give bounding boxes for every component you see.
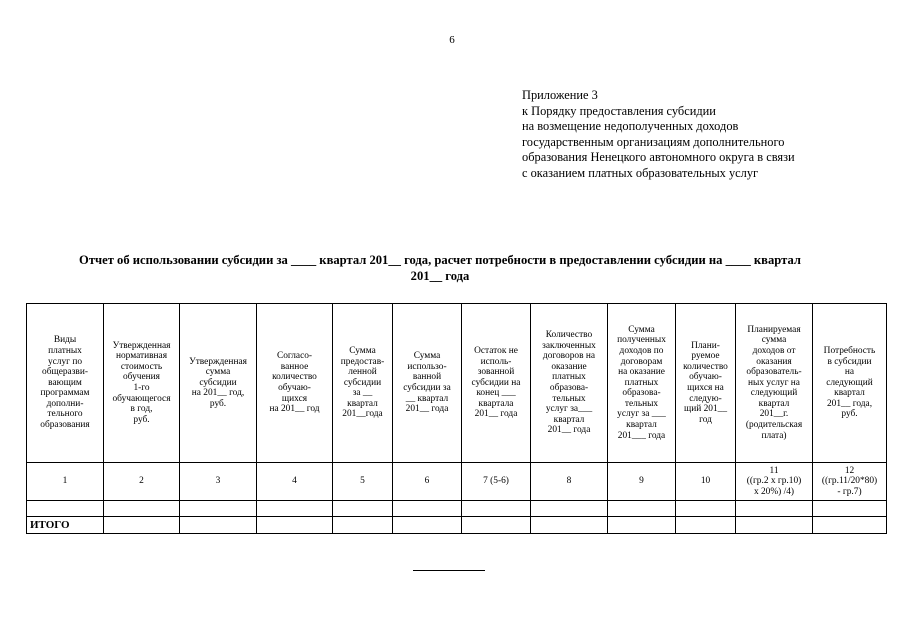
empty-cell: [333, 517, 393, 534]
header-cell: Сумма полученных доходов по договорам на оказание платных образова- тельных услуг за ___ квартал 201___ года: [608, 304, 676, 463]
column-number-cell: 9: [608, 463, 676, 501]
empty-cell: [333, 501, 393, 517]
empty-cell: [257, 501, 333, 517]
column-number-row: [27, 463, 887, 501]
empty-row: [27, 501, 887, 517]
empty-cell: [462, 501, 531, 517]
header-cell: Сумма предостав- ленной субсидии за __ квартал 201__года: [333, 304, 393, 463]
empty-cell: [180, 501, 257, 517]
column-number-cell: 2: [104, 463, 180, 501]
empty-cell: [676, 501, 736, 517]
column-number-cell: 8: [531, 463, 608, 501]
header-cell: Утвержденная нормативная стоимость обучения 1-го обучающегося в год, руб.: [104, 304, 180, 463]
column-number-cell: 11 ((гр.2 х гр.10) х 20%) /4): [736, 463, 813, 501]
appendix-line: к Порядку предоставления субсидии: [522, 103, 716, 118]
appendix-line: на возмещение недополученных доходов: [522, 119, 739, 134]
empty-cell: [608, 517, 676, 534]
page-number: 6: [449, 34, 455, 46]
report-title-line-2: 201__ года: [410, 269, 470, 283]
column-number-cell: 4: [257, 463, 333, 501]
column-number-cell: 10: [676, 463, 736, 501]
header-cell: Количество заключенных договоров на оказание платных образова- тельных услуг за___ квартал 201__ года: [531, 304, 608, 463]
report-table: [26, 303, 887, 534]
empty-cell: [180, 517, 257, 534]
header-cell: Сумма использо- ванной субсидии за __ квартал 201__ года: [393, 304, 462, 463]
column-number-cell: 3: [180, 463, 257, 501]
empty-cell: [393, 501, 462, 517]
empty-cell: [104, 501, 180, 517]
header-cell: Утвержденная сумма субсидии на 201__ год, руб.: [180, 304, 257, 463]
header-cell: Согласо- ванное количество обучаю- щихся на 201__ год: [257, 304, 333, 463]
header-cell: Плани- руемое количество обучаю- щихся на следую- щий 201__ год: [676, 304, 736, 463]
empty-cell: [531, 517, 608, 534]
empty-cell: [393, 517, 462, 534]
total-label: ИТОГО: [27, 517, 104, 534]
appendix-line: Приложение 3: [522, 88, 598, 102]
header-cell: Остаток не исполь- зованной субсидии на конец ___ квартала 201__ года: [462, 304, 531, 463]
header-row: [27, 304, 887, 463]
header-cell: Виды платных услуг по общеразви- вающим программам дополни- тельного образования: [27, 304, 104, 463]
column-number-cell: 12 ((гр.11/20*80) - гр.7): [813, 463, 887, 501]
footer-divider: [413, 570, 485, 571]
column-number-cell: 6: [393, 463, 462, 501]
empty-cell: [27, 501, 104, 517]
empty-cell: [608, 501, 676, 517]
column-number-cell: 1: [27, 463, 104, 501]
column-number-cell: 5: [333, 463, 393, 501]
empty-cell: [813, 517, 887, 534]
empty-cell: [104, 517, 180, 534]
empty-cell: [257, 517, 333, 534]
report-title-line-1: Отчет об использовании субсидии за ____ квартал 201__ года, расчет потребности в предоставлении субсидии на ____ квартал: [79, 253, 801, 267]
appendix-line: образования Ненецкого автономного округа в связи: [522, 150, 795, 165]
empty-cell: [813, 501, 887, 517]
appendix-line: государственным организациям дополнительного: [522, 134, 785, 149]
header-cell: Планируемая сумма доходов от оказания образователь- ных услуг на следующий квартал 201__г. (родительская плата): [736, 304, 813, 463]
appendix-line: с оказанием платных образовательных услуг: [522, 165, 759, 180]
empty-cell: [676, 517, 736, 534]
appendix-header: [522, 88, 862, 182]
empty-cell: [531, 501, 608, 517]
empty-cell: [736, 501, 813, 517]
empty-cell: [462, 517, 531, 534]
empty-cell: [736, 517, 813, 534]
total-row: [27, 517, 887, 534]
column-number-cell: 7 (5-6): [462, 463, 531, 501]
report-title: [20, 252, 860, 284]
header-cell: Потребность в субсидии на следующий квартал 201__ года, руб.: [813, 304, 887, 463]
